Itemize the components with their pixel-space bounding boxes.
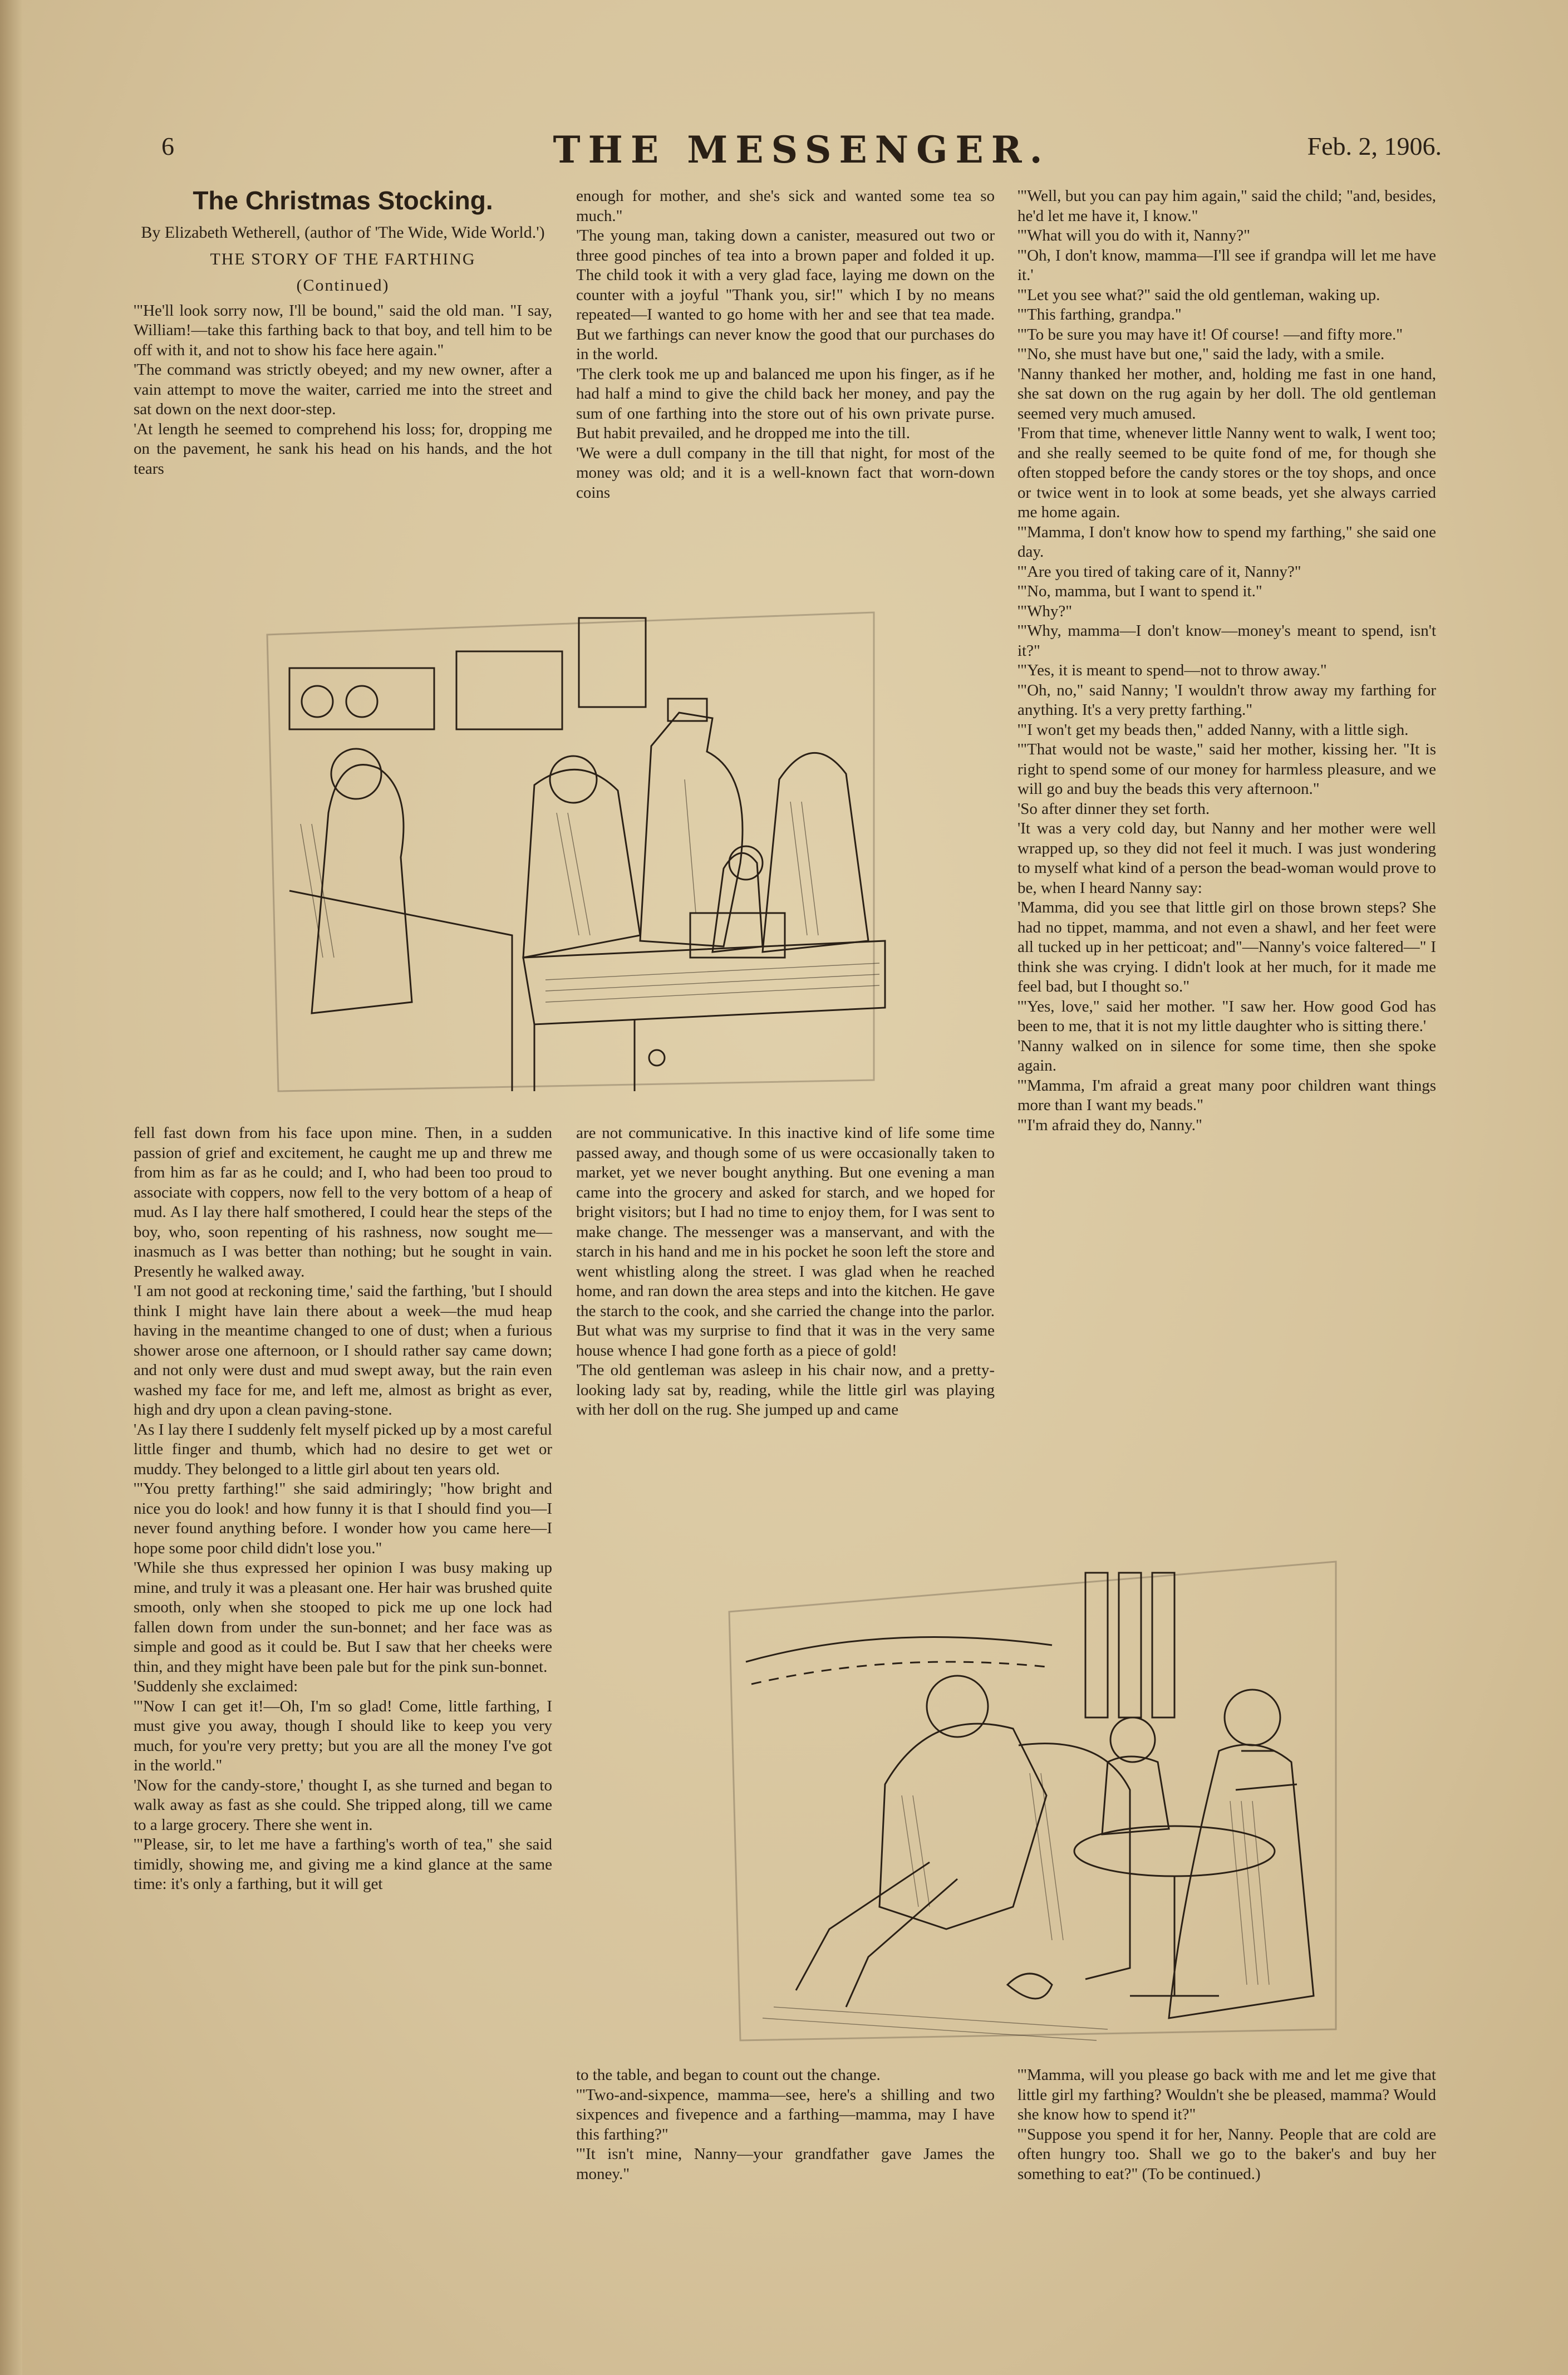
paragraph: '"Oh, no," said Nanny; 'I wouldn't throw away my farthing for anything. It's a very pretty farthing." xyxy=(1018,681,1436,719)
paragraph: '"No, she must have but one," said the lady, with a smile. xyxy=(1018,345,1385,363)
page-number: 6 xyxy=(161,132,174,160)
parlor-family-illustration xyxy=(718,1550,1347,2046)
paragraph: are not communicative. In this inactive kind of life some time passed away, and though some of us were occasionally taken to market, yet we never bought anything. But one evening a man came into the grocery and asked for starch, and we hoped for bright visitors; but I had no time to enjoy them, for I was sent to make change. The messenger was a manservant, and with the starch in his hand and me in his pocket he soon left the store and went whistling along the street. I was glad when he reached home, and ran down the area steps and into the kitchen. He gave the starch to the cook, and she carried the change into the parlor. But what was my surprise to find that it was in the very same house whence I had gone forth as a piece of gold! xyxy=(576,1124,995,1360)
column-1-top xyxy=(134,184,552,479)
paragraph: '"It isn't mine, Nanny—your grandfather gave James the money." xyxy=(576,2145,995,2183)
paragraph: '"Yes, it is meant to spend—not to throw away." xyxy=(1018,661,1327,679)
column-2-middle xyxy=(576,1123,995,1420)
paragraph: '"Well, but you can pay him again," said the child; "and, besides, he'd let me have it, I know." xyxy=(1018,187,1436,225)
paragraph: '"Let you see what?" said the old gentleman, waking up. xyxy=(1018,286,1380,304)
column-3-top xyxy=(1018,187,1436,1135)
issue-date: Feb. 2, 1906. xyxy=(1307,132,1442,160)
paragraph: 'So after dinner they set forth. xyxy=(1018,799,1210,818)
grocery-store-illustration xyxy=(245,601,896,1102)
paragraph: '"I won't get my beads then," added Nanny, with a little sigh. xyxy=(1018,720,1409,739)
paragraph: '"To be sure you may have it! Of course! —and fifty more." xyxy=(1018,325,1403,344)
page-header xyxy=(161,128,1442,173)
column-3-bottom xyxy=(1018,2065,1436,2184)
paragraph: 'As I lay there I suddenly felt myself picked up by a most careful little finger and thumb, which had no desire to get wet or muddy. They belonged to a little girl about ten years old. xyxy=(134,1420,552,1478)
paragraph: enough for mother, and she's sick and wanted some tea so much." xyxy=(576,187,995,225)
page-edge xyxy=(0,0,22,2375)
paragraph: 'The command was strictly obeyed; and my new owner, after a vain attempt to move the waiter, carried me into the street and sat down on the next door-step. xyxy=(134,361,552,418)
column-2-top xyxy=(576,187,995,503)
paragraph: '"Two-and-sixpence, mamma—see, here's a shilling and two sixpences and fivepence and a farthing—mamma, may I have this farthing?" xyxy=(576,2086,995,2143)
paragraph: '"He'll look sorry now, I'll be bound," said the old man. "I say, William!—take this farthing back to that boy, and tell him to be off with it, and not to show his face here again." xyxy=(134,301,552,359)
paragraph: 'Suddenly she exclaimed: xyxy=(134,1677,298,1695)
paragraph: '"Mamma, I don't know how to spend my farthing," she said one day. xyxy=(1018,523,1436,561)
paragraph: 'It was a very cold day, but Nanny and her mother were well wrapped up, so they did not feel it much. I was just wondering to myself what kind of a person the bead-woman would prove to be, when I heard Nanny say: xyxy=(1018,820,1436,897)
paragraph: to the table, and began to count out the change. xyxy=(576,2066,881,2084)
paragraph: '"Please, sir, to let me have a farthing's worth of tea," she said timidly, showing me, and giving me a kind glance at the same time: it's only a farthing, but it will get xyxy=(134,1836,552,1893)
story-byline: By Elizabeth Wetherell, (author of 'The Wide, Wide World.') xyxy=(141,223,545,242)
paragraph: 'The old gentleman was asleep in his chair now, and a pretty-looking lady sat by, reading, while the little girl was playing with her doll on the rug. She jumped up and came xyxy=(576,1361,995,1419)
paragraph: '"I'm afraid they do, Nanny." xyxy=(1018,1116,1202,1134)
paragraph: '"Oh, I don't know, mamma—I'll see if grandpa will let me have it.' xyxy=(1018,246,1436,284)
paragraph: 'We were a dull company in the till that night, for most of the money was old; and it is a well-known fact that worn-down coins xyxy=(576,444,995,502)
paragraph: '"Yes, love," said her mother. "I saw her. How good God has been to me, that it is not my little daughter who is sitting there.' xyxy=(1018,997,1436,1035)
paragraph: fell fast down from his face upon mine. Then, in a sudden passion of grief and excitement, he caught me up and threw me from him as far as he could; and I, who had been too proud to associate with coppers, now fell to the very bottom of a heap of mud. As I lay there half smothered, I could hear the steps of the boy, who, soon repenting of his rashness, now sought me—inasmuch as I was better than nothing; but he sought in vain. Presently he walked away. xyxy=(134,1124,552,1280)
grocery-store-drawing xyxy=(245,601,896,1102)
paragraph: 'Now for the candy-store,' thought I, as she turned and began to walk away as fast as she could. She tripped along, till we came to a large grocery. There she went in. xyxy=(134,1776,552,1834)
paragraph: '"Suppose you spend it for her, Nanny. People that are cold are often hungry too. Shall we go to the baker's and buy her something to eat?" (To be continued.) xyxy=(1018,2125,1436,2183)
paragraph: '"Why?" xyxy=(1018,602,1073,620)
paragraph: 'While she thus expressed her opinion I was busy making up mine, and truly it was a pleasant one. Her hair was brushed quite smooth, only when she stooped to pick me up one lock had fallen down from under the sun-bonnet; and her face was as simple and good as it could be. But I saw that her cheeks were thin, and they might have been pale but for the pink sun-bonnet. xyxy=(134,1559,552,1676)
paragraph: '"Mamma, will you please go back with me and let me give that little girl my farthing? Wouldn't she be pleased, mamma? Would she know how to spend it?" xyxy=(1018,2066,1436,2123)
story-continued: (Continued) xyxy=(296,276,390,295)
paragraph: '"Mamma, I'm afraid a great many poor children want things more than I want my beads." xyxy=(1018,1076,1436,1114)
paragraph: 'I am not good at reckoning time,' said the farthing, 'but I should think I might have lain there about a week—the mud heap having in the meantime changed to one of dust; when a furious shower arose one afternoon, or I should rather say came down; and not only were dust and mud swept away, but the rain even washed my face for me, and left me, almost as bright as ever, high and dry upon a clean paving-stone. xyxy=(134,1282,552,1419)
paragraph: '"Are you tired of taking care of it, Nanny?" xyxy=(1018,562,1301,581)
paragraph: '"You pretty farthing!" she said admiringly; "how bright and nice you do look! and how funny it is that I should find you—I never found anything before. I wonder how you came here—I hope some poor child didn't lose you." xyxy=(134,1480,552,1557)
paragraph: '"What will you do with it, Nanny?" xyxy=(1018,227,1250,244)
paragraph: '"Now I can get it!—Oh, I'm so glad! Come, little farthing, I must give you away, though I should like to keep you very much, for you're very pretty; but you are all the money I've got in the world." xyxy=(134,1697,552,1774)
story-subtitle: THE STORY OF THE FARTHING xyxy=(210,249,476,268)
paragraph: 'Mamma, did you see that little girl on those brown steps? She had no tippet, mamma, and not even a shawl, and her feet were all tucked up in her petticoat; and"—Nanny's voice faltered—" I think she was crying. I didn't look at her much, for it made me feel bad, but I thought so." xyxy=(1018,899,1436,995)
parlor-family-drawing xyxy=(718,1550,1347,2046)
col1-top-paragraphs xyxy=(134,301,552,479)
paragraph: '"That would not be waste," said her mother, kissing her. "It is right to spend some of our money for harmless pleasure, and we will go and buy the beads this very afternoon." xyxy=(1018,740,1436,798)
paragraph: 'Nanny thanked her mother, and, holding me fast in one hand, she sat down on the rug again by her doll. The old gentleman seemed very much amused. xyxy=(1018,365,1436,423)
paragraph: 'Nanny walked on in silence for some time, then she spoke again. xyxy=(1018,1037,1436,1074)
paragraph: 'The young man, taking down a canister, measured out two or three good pinches of tea into a brown paper and folded it up. The child took it with a very glad face, laying me down on the counter with a joyful "Thank you, sir!" which I by no means repeated—I wanted to go home with her and see that tea made. But we farthings can never know the good that our purchases do in the world. xyxy=(576,227,995,363)
paragraph: 'The clerk took me up and balanced me upon his finger, as if he had half a mind to give the child back her money, and pay the sum of one farthing into the store out of his own private purse. But habit prevailed, and he dropped me into the till. xyxy=(576,365,995,442)
story-title: The Christmas Stocking. xyxy=(193,186,493,215)
column-1-bottom xyxy=(134,1123,552,1895)
column-2-bottom xyxy=(576,2065,995,2184)
paragraph: 'At length he seemed to comprehend his loss; for, dropping me on the pavement, he sank his head on his hands, and the hot tears xyxy=(134,420,552,478)
masthead: THE MESSENGER. xyxy=(553,128,1050,171)
paragraph: '"This farthing, grandpa." xyxy=(1018,306,1182,323)
paragraph: '"No, mamma, but I want to spend it." xyxy=(1018,582,1262,600)
paragraph: 'From that time, whenever little Nanny went to walk, I went too; and she really seemed to be quite fond of me, for though she often stopped before the candy stores or the toy shops, and once or twice went in to look at some beads, yet she always carried me home again. xyxy=(1018,424,1436,521)
paragraph: '"Why, mamma—I don't know—money's meant to spend, isn't it?" xyxy=(1018,622,1436,660)
